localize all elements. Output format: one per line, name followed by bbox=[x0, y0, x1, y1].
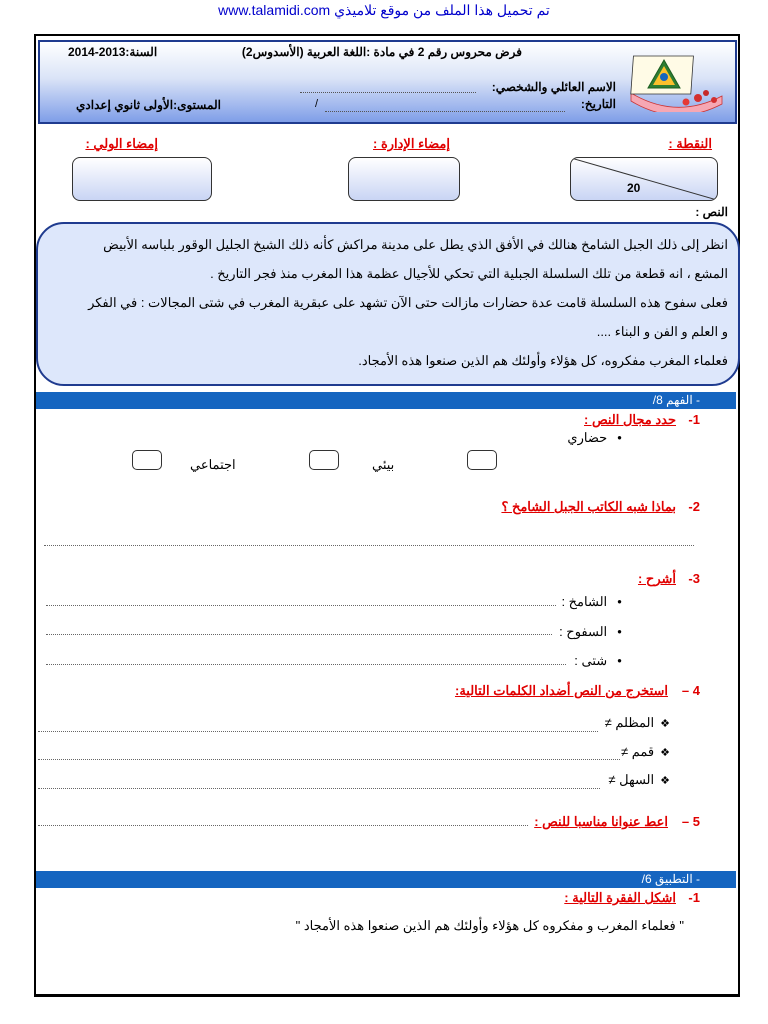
name-label: الاسم العائلي والشخصي: bbox=[491, 80, 616, 94]
word-various-line[interactable] bbox=[46, 664, 566, 665]
school-year: السنة:2013-2014 bbox=[68, 45, 158, 59]
name-field[interactable] bbox=[300, 92, 476, 93]
school-logo bbox=[626, 48, 728, 112]
grade-diagonal bbox=[571, 158, 717, 200]
app-q1-number: 1- bbox=[688, 890, 700, 905]
guardian-signature-box[interactable] bbox=[72, 157, 212, 201]
q2-number: 2- bbox=[688, 499, 700, 514]
section-application-bar bbox=[36, 871, 736, 888]
date-label: التاريخ: bbox=[580, 97, 616, 111]
guardian-signature-label: إمضاء الولي : bbox=[85, 136, 158, 151]
passage-line: و العلم و الفن و البناء .... bbox=[596, 324, 728, 339]
opposite-peaks-line[interactable] bbox=[38, 759, 620, 760]
checkbox-social[interactable] bbox=[132, 450, 162, 470]
word-slopes-line[interactable] bbox=[46, 634, 552, 635]
passage-line: فعلماء المغرب مفكروه، كل هؤلاء وأولئك هم الذين صنعوا هذه الأمجاد. bbox=[358, 353, 728, 368]
reading-passage bbox=[36, 222, 740, 386]
grade-total: 20 bbox=[627, 181, 641, 195]
admin-signature-label: إمضاء الإدارة : bbox=[373, 136, 450, 151]
date-field[interactable] bbox=[325, 111, 565, 112]
word-various: ● شتى : bbox=[574, 653, 622, 669]
q4-text: استخرج من النص أضداد الكلمات التالية: bbox=[454, 683, 668, 698]
site-banner: تم تحميل هذا الملف من موقع تلاميذي www.talamidi.com bbox=[218, 2, 550, 18]
opposite-dark-line[interactable] bbox=[38, 731, 598, 732]
q1-text: حدد مجال النص : bbox=[584, 412, 676, 427]
opposite-dark: ❖ المظلم ≠ bbox=[605, 715, 670, 731]
opposite-peaks: ❖ قمم ≠ bbox=[621, 744, 670, 760]
passage-line: فعلى سفوح هذه السلسلة قامت عدة حضارات مازالت حتى الآن تشهد على عبقرية المغرب في شتى المجالات : في الفكر bbox=[88, 295, 728, 310]
q3-text: أشرح : bbox=[637, 571, 676, 586]
q5-answer-line[interactable] bbox=[38, 825, 528, 826]
opposite-plain: ❖ السهل ≠ bbox=[608, 772, 670, 788]
level-label: المستوى:الأولى ثانوي إعدادي bbox=[76, 98, 221, 112]
checkbox-civilizational[interactable] bbox=[467, 450, 497, 470]
option-environmental: بيئي bbox=[372, 457, 395, 472]
section-comprehension-bar bbox=[36, 392, 736, 409]
text-label: النص : bbox=[695, 205, 728, 219]
opposite-plain-line[interactable] bbox=[38, 788, 600, 789]
passage-line: انظر إلى ذلك الجبل الشامخ هنالك في الأفق الذي يطل على مدينة مراكش كأنه ذلك الشيخ الجليل الوقور بلباسه الأبيض bbox=[103, 237, 728, 252]
q4-number: 4 – bbox=[681, 683, 700, 698]
section-application-title: - التطبيق 6/ bbox=[641, 872, 700, 886]
q1-number: 1- bbox=[688, 412, 700, 427]
separator: / bbox=[315, 98, 319, 110]
q3-number: 3- bbox=[688, 571, 700, 586]
grade-box bbox=[570, 157, 718, 201]
admin-signature-box[interactable] bbox=[348, 157, 460, 201]
option-civilizational: ● حضاري bbox=[567, 430, 622, 446]
word-lofty-line[interactable] bbox=[46, 605, 556, 606]
q5-text: اعط عنوانا مناسبا للنص : bbox=[534, 814, 668, 829]
word-slopes: ● السفوح : bbox=[559, 624, 622, 640]
q5-number: 5 – bbox=[681, 814, 700, 829]
passage-line: المشع ، انه قطعة من تلك السلسلة الجبلية التي تحكي للأجيال عظمة هذا المغرب منذ فجر التاريخ . bbox=[210, 266, 728, 281]
q2-answer-line[interactable] bbox=[44, 545, 694, 546]
option-social: اجتماعي bbox=[190, 457, 236, 472]
exam-title: فرض محروس رقم 2 في مادة :اللغة العربية (الأسدوس2) bbox=[241, 45, 522, 59]
grade-label: النقطة : bbox=[668, 136, 712, 151]
vowelize-sentence: " فعلماء المغرب و مفكروه كل هؤلاء وأولئك هم الذين صنعوا هذه الأمجاد " bbox=[295, 918, 684, 933]
app-q1-text: اشكل الفقرة التالية : bbox=[564, 890, 676, 905]
q2-text: بماذا شبه الكاتب الجبل الشامخ ؟ bbox=[501, 499, 676, 514]
word-lofty: ● الشامخ : bbox=[561, 594, 622, 610]
checkbox-environmental[interactable] bbox=[309, 450, 339, 470]
section-comprehension-title: - الفهم 8/ bbox=[652, 393, 700, 407]
